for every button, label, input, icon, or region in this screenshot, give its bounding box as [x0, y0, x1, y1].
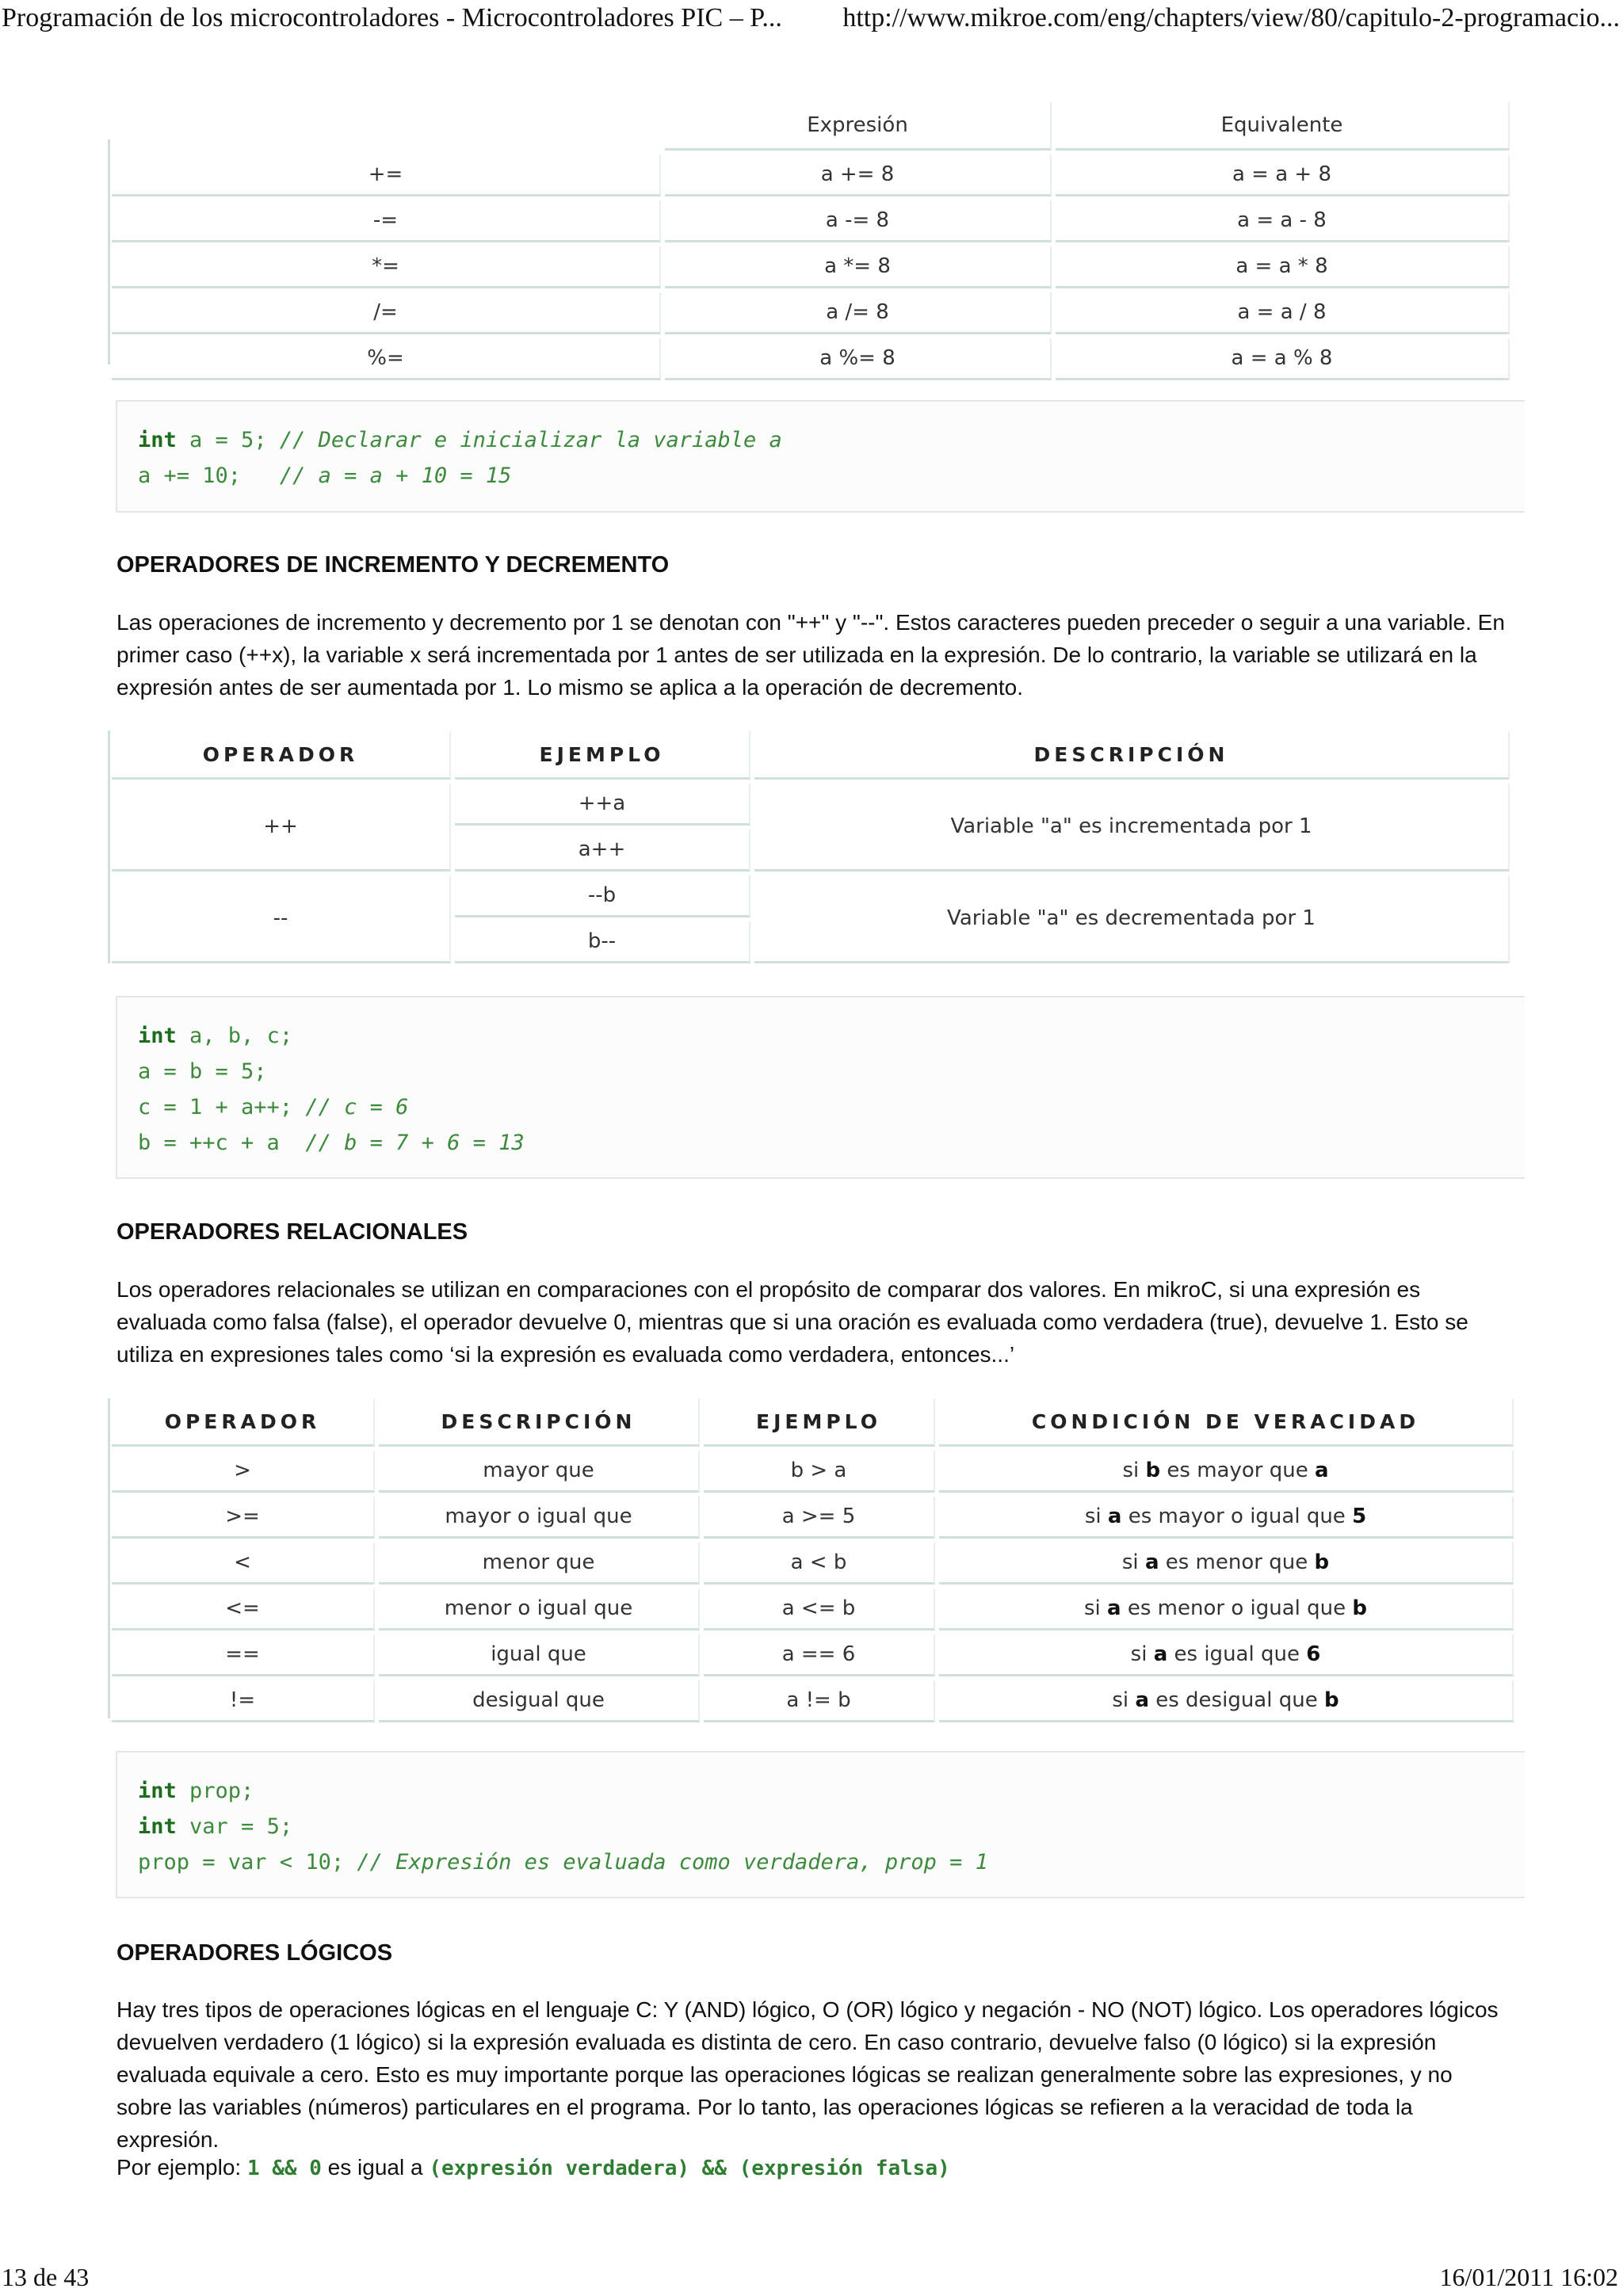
cond-text: si — [1084, 1505, 1108, 1528]
table-cell: *= — [112, 246, 661, 288]
table-header: Expresión — [665, 102, 1052, 151]
table-cell: a -= 8 — [665, 200, 1052, 242]
table-cell: -= — [112, 200, 661, 242]
code-keyword: int — [138, 1024, 177, 1048]
table-cell: == — [112, 1634, 375, 1676]
table-cell: a != b — [704, 1680, 935, 1722]
table-row — [112, 784, 1510, 826]
table-cell: %= — [112, 338, 661, 380]
table-header: DESCRIPCIÓN — [379, 1398, 700, 1447]
table-row — [112, 1543, 1514, 1585]
code-line — [138, 1089, 1525, 1125]
table-cell: a %= 8 — [665, 338, 1052, 380]
table-cell: a = a / 8 — [1056, 292, 1510, 334]
code-text: prop; — [176, 1779, 254, 1803]
paragraph: Las operaciones de incremento y decremento por 1 se denotan con "++" y "--". Estos caracteres pueden preceder o seguir a una variable. En primer caso (++x), la variable x será incrementada por 1 antes de ser utilizada en la expresión. De lo contrario, la variable se utilizará en la expresión antes de ser aumentada por 1. Lo mismo se aplica a la operación de decremento. — [116, 610, 1505, 700]
table-cell: a < b — [704, 1543, 935, 1585]
cond-var: a — [1153, 1642, 1168, 1666]
code-comment: // Declarar e inicializar la variable a — [279, 428, 782, 452]
code-text: c = 1 + a++; — [138, 1095, 306, 1119]
cond-text: si — [1130, 1642, 1154, 1666]
code-keyword: int — [138, 1779, 177, 1803]
code-line — [138, 1125, 1525, 1161]
cond-var: a — [1144, 1550, 1159, 1574]
cond-text: si — [1084, 1596, 1108, 1620]
table-cell — [939, 1451, 1514, 1493]
table-header: DESCRIPCIÓN — [754, 731, 1510, 780]
assignment-operators-table — [108, 98, 1514, 384]
paragraph: Hay tres tipos de operaciones lógicas en el lenguaje C: Y (AND) lógico, O (OR) lógico y negación - NO (NOT) lógico. Los operadores lógicos devuelven verdadero (1 lógico) si la expresión evaluada es distinta de cero. En caso contrario, devuelve falso (0 lógico) si la expresión evaluada equivale a cero. Esto es muy importante porque las operaciones lógicas se realizan generalmente sobre las expresiones, y no sobre las variables (números) particulares en el programa. Por lo tanto, las operaciones lógicas se refieren a la veracidad de toda la expresión. — [116, 1997, 1499, 2152]
table-cell: ++a — [455, 784, 750, 826]
table-header: CONDICIÓN DE VERACIDAD — [939, 1398, 1514, 1447]
table-row — [112, 1680, 1514, 1722]
table-cell: a = a - 8 — [1056, 200, 1510, 242]
table-cell — [939, 1543, 1514, 1585]
cond-var: 5 — [1352, 1505, 1367, 1528]
cond-text: es igual que — [1167, 1642, 1307, 1666]
table-row — [112, 1634, 1514, 1676]
example-line — [116, 2151, 1511, 2185]
cond-var: b — [1323, 1688, 1339, 1712]
table-header-empty — [112, 102, 661, 151]
page-title: Programación de los microcontroladores - Microcontroladores PIC – P... — [2, 3, 782, 32]
print-header — [0, 0, 1623, 44]
code-comment: // b = 7 + 6 = 13 — [305, 1131, 525, 1155]
table-cell: >= — [112, 1497, 375, 1539]
table-header: Equivalente — [1056, 102, 1510, 151]
table-cell: igual que — [379, 1634, 700, 1676]
page-url: http://www.mikroe.com/eng/chapters/view/80/capitulo-2-programacio... — [842, 3, 1620, 32]
table-cell: a = a + 8 — [1056, 154, 1510, 196]
table-row — [112, 292, 1510, 334]
cond-text: si — [1121, 1550, 1145, 1574]
table-cell: --b — [455, 875, 750, 917]
code-line — [138, 1809, 1525, 1844]
cond-var: a — [1107, 1505, 1122, 1528]
table-cell — [939, 1589, 1514, 1630]
code-comment: // Expresión es evaluada como verdadera, prop = 1 — [357, 1850, 988, 1875]
code-keyword: int — [138, 1814, 177, 1839]
table-cell: a++ — [455, 830, 750, 871]
cond-var: a — [1135, 1688, 1149, 1712]
code-text: var = 5; — [176, 1814, 293, 1839]
table-cell — [939, 1497, 1514, 1539]
table-cell: <= — [112, 1589, 375, 1630]
table-row — [112, 875, 1510, 917]
code-text: prop = var < 10; — [138, 1850, 357, 1875]
table-cell: a <= b — [704, 1589, 935, 1630]
table-row — [112, 246, 1510, 288]
cond-text: es mayor que — [1160, 1459, 1315, 1482]
code-block — [116, 996, 1525, 1179]
table-cell: -- — [112, 875, 451, 963]
table-cell: a >= 5 — [704, 1497, 935, 1539]
table-cell: a == 6 — [704, 1634, 935, 1676]
table-header: EJEMPLO — [704, 1398, 935, 1447]
section-heading: OPERADORES RELACIONALES — [116, 1219, 468, 1245]
table-cell: > — [112, 1451, 375, 1493]
cond-var: 6 — [1306, 1642, 1321, 1666]
table-row — [112, 1451, 1514, 1493]
code-block — [116, 400, 1525, 513]
print-datetime: 16/01/2011 16:02 — [1439, 2263, 1618, 2291]
cond-text: si — [1122, 1459, 1146, 1482]
example-text: es igual a — [321, 2155, 430, 2180]
code-text: b = ++c + a — [138, 1131, 306, 1155]
table-cell: Variable "a" es decrementada por 1 — [754, 875, 1510, 963]
table-cell — [939, 1634, 1514, 1676]
code-line — [138, 1054, 1525, 1089]
code-line — [138, 1018, 1525, 1054]
table-cell: menor que — [379, 1543, 700, 1585]
table-cell: b-- — [455, 921, 750, 963]
cond-text: si — [1112, 1688, 1136, 1712]
cond-text: es menor que — [1159, 1550, 1315, 1574]
code-text: a = 5; — [176, 428, 280, 452]
cond-var: b — [1145, 1459, 1161, 1482]
cond-var: a — [1314, 1459, 1329, 1482]
table-row — [112, 200, 1510, 242]
code-line — [138, 422, 1525, 458]
code-text: a = b = 5; — [138, 1059, 267, 1084]
table-header: EJEMPLO — [455, 731, 750, 780]
code-comment: // c = 6 — [305, 1095, 409, 1119]
code-text: a += 10; — [138, 463, 280, 488]
table-cell: < — [112, 1543, 375, 1585]
table-cell: a += 8 — [665, 154, 1052, 196]
code-keyword: int — [138, 428, 177, 452]
table-cell: Variable "a" es incrementada por 1 — [754, 784, 1510, 871]
code-line — [138, 1844, 1525, 1880]
table-cell: desigual que — [379, 1680, 700, 1722]
table-header: OPERADOR — [112, 1398, 375, 1447]
table-cell: menor o igual que — [379, 1589, 700, 1630]
cond-var: a — [1107, 1596, 1121, 1620]
table-cell: mayor o igual que — [379, 1497, 700, 1539]
table-cell: a = a * 8 — [1056, 246, 1510, 288]
code-line — [138, 1773, 1525, 1809]
code-block — [116, 1751, 1525, 1898]
relational-operators-table — [108, 1394, 1518, 1726]
code-text: a, b, c; — [176, 1024, 293, 1048]
table-cell: a *= 8 — [665, 246, 1052, 288]
table-cell: != — [112, 1680, 375, 1722]
table-row — [112, 154, 1510, 196]
code-comment: // a = a + 10 = 15 — [279, 463, 512, 488]
table-cell: b > a — [704, 1451, 935, 1493]
table-cell: a /= 8 — [665, 292, 1052, 334]
table-header: OPERADOR — [112, 731, 451, 780]
table-row — [112, 1497, 1514, 1539]
table-cell: ++ — [112, 784, 451, 871]
page-number: 13 de 43 — [2, 2263, 90, 2291]
cond-text: es mayor o igual que — [1121, 1505, 1353, 1528]
example-code: 1 && 0 — [246, 2157, 322, 2180]
table-cell: a = a % 8 — [1056, 338, 1510, 380]
table-row — [112, 1589, 1514, 1630]
cond-var: b — [1352, 1596, 1367, 1620]
example-prefix: Por ejemplo: — [116, 2155, 247, 2180]
section-heading: OPERADORES LÓGICOS — [116, 1940, 393, 1966]
cond-text: es menor o igual que — [1121, 1596, 1353, 1620]
example-code: (expresión verdadera) && (expresión falsa) — [429, 2157, 950, 2180]
section-heading: OPERADORES DE INCREMENTO Y DECREMENTO — [116, 552, 670, 578]
paragraph: Los operadores relacionales se utilizan en comparaciones con el propósito de comparar dos valores. En mikroC, si una expresión es evaluada como falsa (false), el operador devuelve 0, mientras que si una oración es evaluada como verdadera (true), devuelve 1. Esto se utiliza en expresiones tales como ‘si la expresión es evaluada como verdadera, entonces...’ — [116, 1277, 1468, 1367]
increment-decrement-table — [108, 727, 1514, 967]
cond-text: es desigual que — [1148, 1688, 1324, 1712]
table-cell: /= — [112, 292, 661, 334]
table-row — [112, 338, 1510, 380]
table-cell — [939, 1680, 1514, 1722]
table-cell: += — [112, 154, 661, 196]
code-line — [138, 458, 1525, 494]
table-cell: mayor que — [379, 1451, 700, 1493]
cond-var: b — [1314, 1550, 1330, 1574]
print-footer — [0, 2263, 1623, 2294]
